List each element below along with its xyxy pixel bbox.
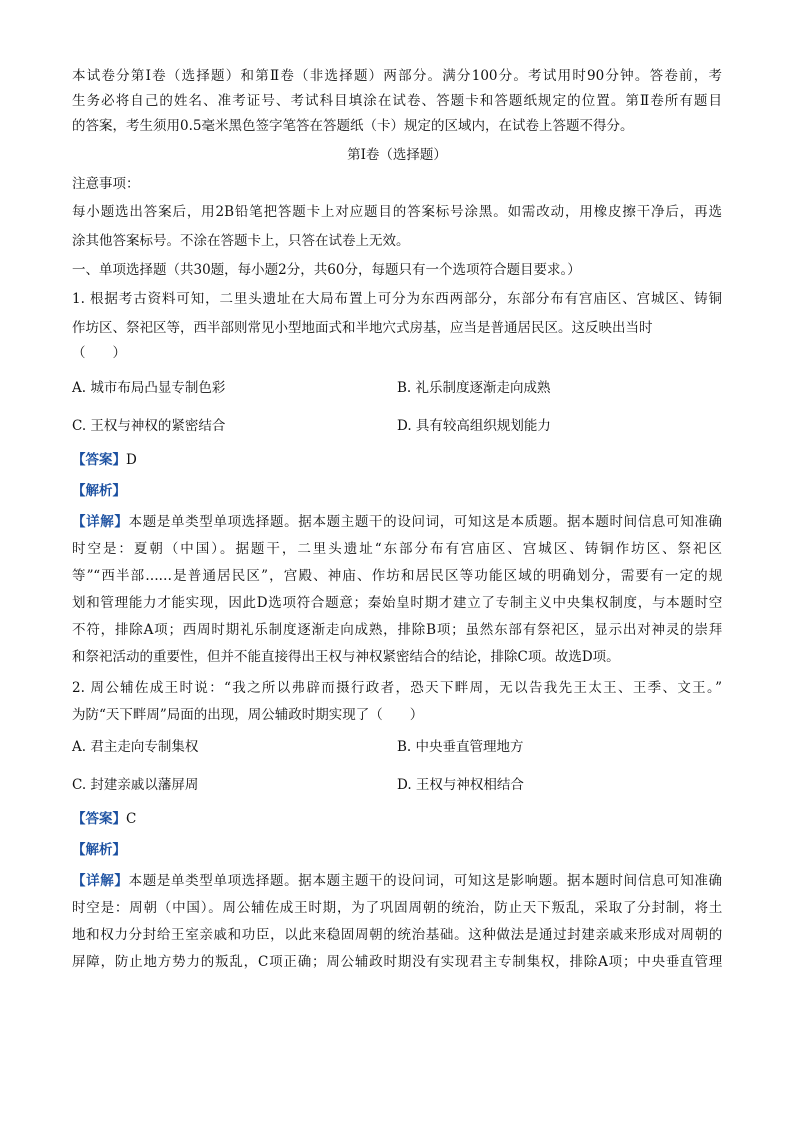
part-heading: 一、单项选择题（共30题，每小题2分，共60分，每题只有一个选项符合题目要求。）	[72, 262, 581, 279]
notice-heading: 注意事项：	[72, 175, 140, 192]
answer-tag: 【答案】	[72, 810, 126, 827]
detail-text: 本题是单类型单项选择题。据本题主题干的设问词，可知这是本质题。据本题时间信息可知准确	[128, 513, 722, 530]
option-a: A. 君主走向专制集权	[72, 739, 199, 756]
detail-line: 时空是：夏朝（中国）。据题干，二里头遗址“东部分布有宫庙区、宫城区、铸铜作坊区、祭祀区	[72, 540, 722, 557]
question-stem-line: 为防“天下畔周”局面的出现，周公辅政时期实现了（ ）	[72, 706, 424, 723]
options-row	[72, 729, 722, 767]
detail-line: 不符，排除A项；西周时期礼乐制度逐渐走向成熟，排除B项；虽然东部有祭祀区，显示出对神灵的崇拜	[72, 621, 722, 638]
analysis-line	[72, 476, 722, 507]
options-row	[72, 407, 722, 445]
answer-tag: 【答案】	[72, 451, 126, 468]
options-row	[72, 766, 722, 804]
detail-line	[72, 509, 722, 536]
detail-line: 地和权力分封给王室亲戚和功臣，以此来稳固周朝的统治基础。这种做法是通过封建亲戚来形成对周朝的	[72, 926, 722, 943]
answer-value: D	[126, 451, 137, 468]
answer-value: C	[126, 810, 137, 827]
notice-line: 涂其他答案标号。不涂在答题卡上，只答在试卷上无效。	[72, 233, 410, 250]
detail-text: 本题是单类型单项选择题。据本题主题干的设问词，可知这是影响题。据本题时间信息可知准确	[128, 872, 722, 889]
detail-line	[72, 868, 722, 895]
option-d: D. 王权与神权相结合	[397, 776, 524, 793]
answer-line	[72, 804, 722, 835]
intro-paragraph	[72, 64, 722, 139]
option-a: A. 城市布局凸显专制色彩	[72, 380, 226, 397]
detail-line: 屏障，防止地方势力的叛乱，C项正确；周公辅政时期没有实现君主专制集权，排除A项；中央垂直管理	[72, 953, 722, 970]
notice-line: 每小题选出答案后，用2B铅笔把答题卡上对应题目的答案标号涂黑。如需改动，用橡皮擦干净后，再选	[72, 204, 722, 221]
exam-page	[72, 64, 722, 976]
option-c: C. 王权与神权的紧密结合	[72, 417, 226, 434]
analysis-tag: 【解析】	[72, 841, 126, 858]
question-stem-line: 1. 根据考古资料可知，二里头遗址在大局布置上可分为东西两部分，东部分布有宫庙区、宫城区、铸铜	[72, 291, 722, 308]
detail-line: 等”“西半部……是普通居民区”，宫殿、神庙、作坊和居民区等功能区域的明确划分，需要有一定的规	[72, 567, 722, 584]
section-title: 第Ⅰ卷（选择题）	[347, 146, 447, 163]
intro-line: 生务必将自己的姓名、准考证号、考试科目填涂在试卷、答题卡和答题纸规定的位置。第Ⅱ卷所有题目	[72, 92, 722, 109]
detail-tag: 【详解】	[72, 872, 129, 889]
intro-line: 本试卷分第Ⅰ卷（选择题）和第Ⅱ卷（非选择题）两部分。满分100分。考试用时90分钟。答卷前，考	[72, 68, 722, 84]
options-row	[72, 370, 722, 408]
notice-block	[72, 172, 722, 255]
option-b: B. 中央垂直管理地方	[397, 739, 524, 756]
option-d: D. 具有较高组织规划能力	[397, 417, 551, 434]
answer-line	[72, 445, 722, 476]
detail-block	[72, 868, 722, 976]
detail-line: 和祭祀活动的重要性，但并不能直接得出王权与神权紧密结合的结论，排除C项。故选D项。	[72, 648, 620, 665]
question-stem-line: （ ）	[72, 344, 126, 361]
detail-tag: 【详解】	[72, 513, 129, 530]
question-stem-line: 作坊区、祭祀区等，西半部则常见小型地面式和半地穴式房基，应当是普通居民区。这反映出当时	[72, 320, 653, 337]
analysis-tag: 【解析】	[72, 482, 126, 499]
option-b: B. 礼乐制度逐渐走向成熟	[397, 380, 551, 397]
question-1	[72, 287, 722, 671]
option-c: C. 封建亲戚以藩屏周	[72, 776, 199, 793]
detail-line: 时空是：周朝（中国）。周公辅佐成王时期，为了巩固周朝的统治，防止天下叛乱，采取了分封制，将土	[72, 899, 722, 916]
analysis-line	[72, 835, 722, 866]
intro-line: 的答案，考生须用0.5毫米黑色签字笔答在答题纸（卡）规定的区域内，在试卷上答题不得分。	[72, 117, 634, 134]
question-stem-line: 2. 周公辅佐成王时说：“我之所以弗辟而摄行政者，恐天下畔周，无以告我先王太王、王季、文王。”	[72, 679, 722, 696]
question-2	[72, 675, 722, 976]
detail-line: 划和管理能力才能实现，因此D选项符合题意；秦始皇时期才建立了专制主义中央集权制度，与本题时空	[72, 594, 722, 611]
detail-block	[72, 509, 722, 671]
